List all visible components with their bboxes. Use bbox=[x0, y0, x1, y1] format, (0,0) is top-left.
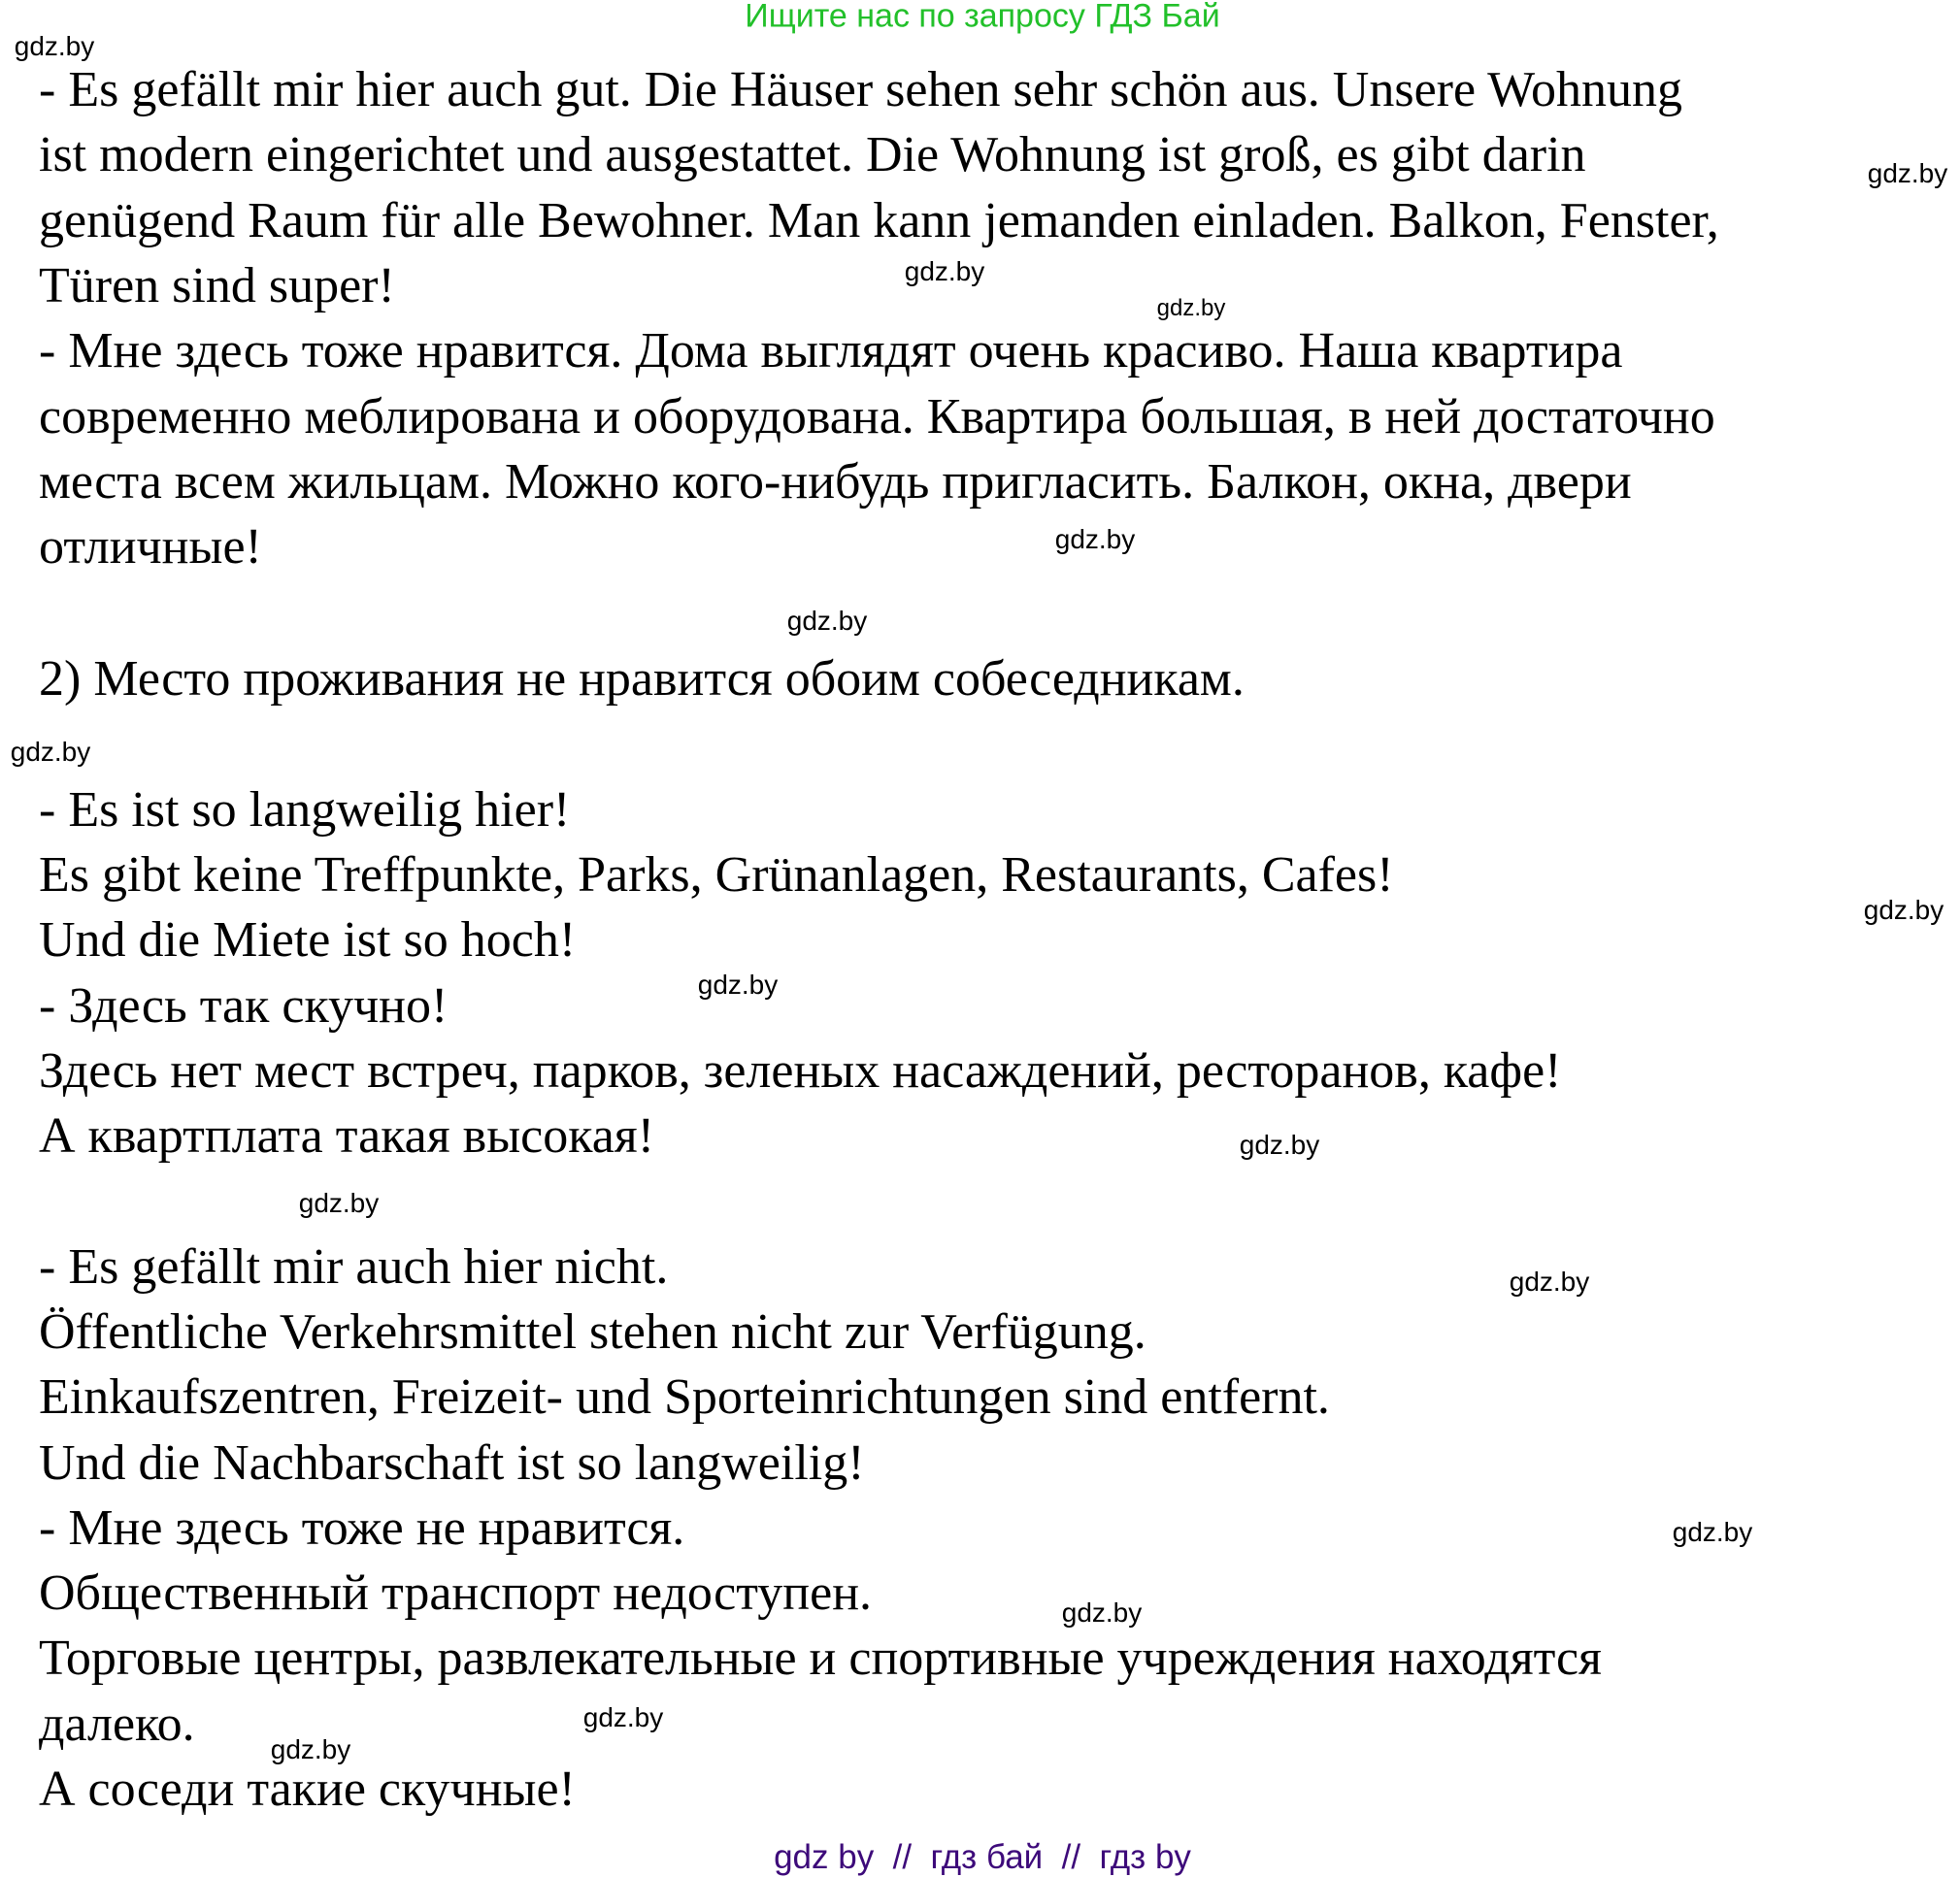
text-line: - Мне здесь тоже нравится. Дома выглядят очень красиво. Наша квартира bbox=[39, 323, 1623, 379]
text-line: - Здесь так скучно! bbox=[39, 978, 448, 1034]
text-line: Türen sind super! bbox=[39, 258, 395, 313]
text-line: - Es gefällt mir auch hier nicht. bbox=[39, 1239, 669, 1295]
watermark: gdz.by bbox=[14, 31, 95, 61]
text-line: ist modern eingerichtet und ausgestattet. Die Wohnung ist groß, es gibt darin bbox=[39, 127, 1586, 182]
watermark: gdz.by bbox=[904, 256, 985, 286]
footer-links: gdz by // гдз бай // гдз by bbox=[774, 1838, 1191, 1876]
text-line: Торговые центры, развлекательные и спортивные учреждения находятся bbox=[39, 1630, 1602, 1686]
text-line: А квартплата такая высокая! bbox=[39, 1108, 655, 1164]
watermark: gdz.by bbox=[1863, 895, 1944, 925]
text-line: Und die Nachbarschaft ist so langweilig! bbox=[39, 1435, 865, 1491]
watermark: gdz.by bbox=[582, 1702, 664, 1732]
text-line: Здесь нет мест встреч, парков, зеленых насаждений, ресторанов, кафе! bbox=[39, 1043, 1562, 1099]
text-line: - Мне здесь тоже не нравится. bbox=[39, 1500, 685, 1556]
watermark: gdz.by bbox=[10, 737, 91, 767]
text-line: Einkaufszentren, Freizeit- und Sporteinrichtungen sind entfernt. bbox=[39, 1369, 1330, 1425]
watermark: gdz.by bbox=[1672, 1517, 1753, 1547]
text-line: - Es ist so langweilig hier! bbox=[39, 782, 571, 838]
watermark: gdz.by bbox=[786, 606, 868, 636]
text-line: Общественный транспорт недоступен. bbox=[39, 1565, 873, 1621]
watermark: gdz.by bbox=[1054, 524, 1136, 554]
header-banner: Ищите нас по запросу ГДЗ Бай bbox=[745, 0, 1220, 35]
text-line: Es gibt keine Treffpunkte, Parks, Grünanlagen, Restaurants, Cafes! bbox=[39, 847, 1394, 903]
text-line: далеко. bbox=[39, 1696, 195, 1752]
watermark: gdz.by bbox=[270, 1734, 351, 1764]
watermark: gdz.by bbox=[697, 970, 779, 1000]
watermark: gdz.by bbox=[1061, 1597, 1143, 1628]
text-line: А соседи такие скучные! bbox=[39, 1762, 576, 1817]
watermark: gdz.by bbox=[298, 1188, 380, 1218]
text-line: современно меблирована и оборудована. Квартира большая, в ней достаточно bbox=[39, 389, 1715, 445]
watermark: gdz.by bbox=[1156, 295, 1226, 321]
watermark: gdz.by bbox=[1867, 158, 1948, 188]
text-line: genügend Raum für alle Bewohner. Man kann jemanden einladen. Balkon, Fenster, bbox=[39, 193, 1719, 248]
text-line: отличные! bbox=[39, 519, 262, 575]
watermark: gdz.by bbox=[1239, 1130, 1320, 1160]
watermark: gdz.by bbox=[1509, 1267, 1590, 1297]
text-line: Öffentliche Verkehrsmittel stehen nicht zur Verfügung. bbox=[39, 1304, 1146, 1360]
text-line: места всем жильцам. Можно кого-нибудь пригласить. Балкон, окна, двери bbox=[39, 454, 1632, 510]
text-line: Und die Miete ist so hoch! bbox=[39, 912, 577, 968]
text-line: - Es gefällt mir hier auch gut. Die Häuser sehen sehr schön aus. Unsere Wohnung bbox=[39, 62, 1683, 117]
section-heading: 2) Место проживания не нравится обоим собеседникам. bbox=[39, 651, 1245, 707]
